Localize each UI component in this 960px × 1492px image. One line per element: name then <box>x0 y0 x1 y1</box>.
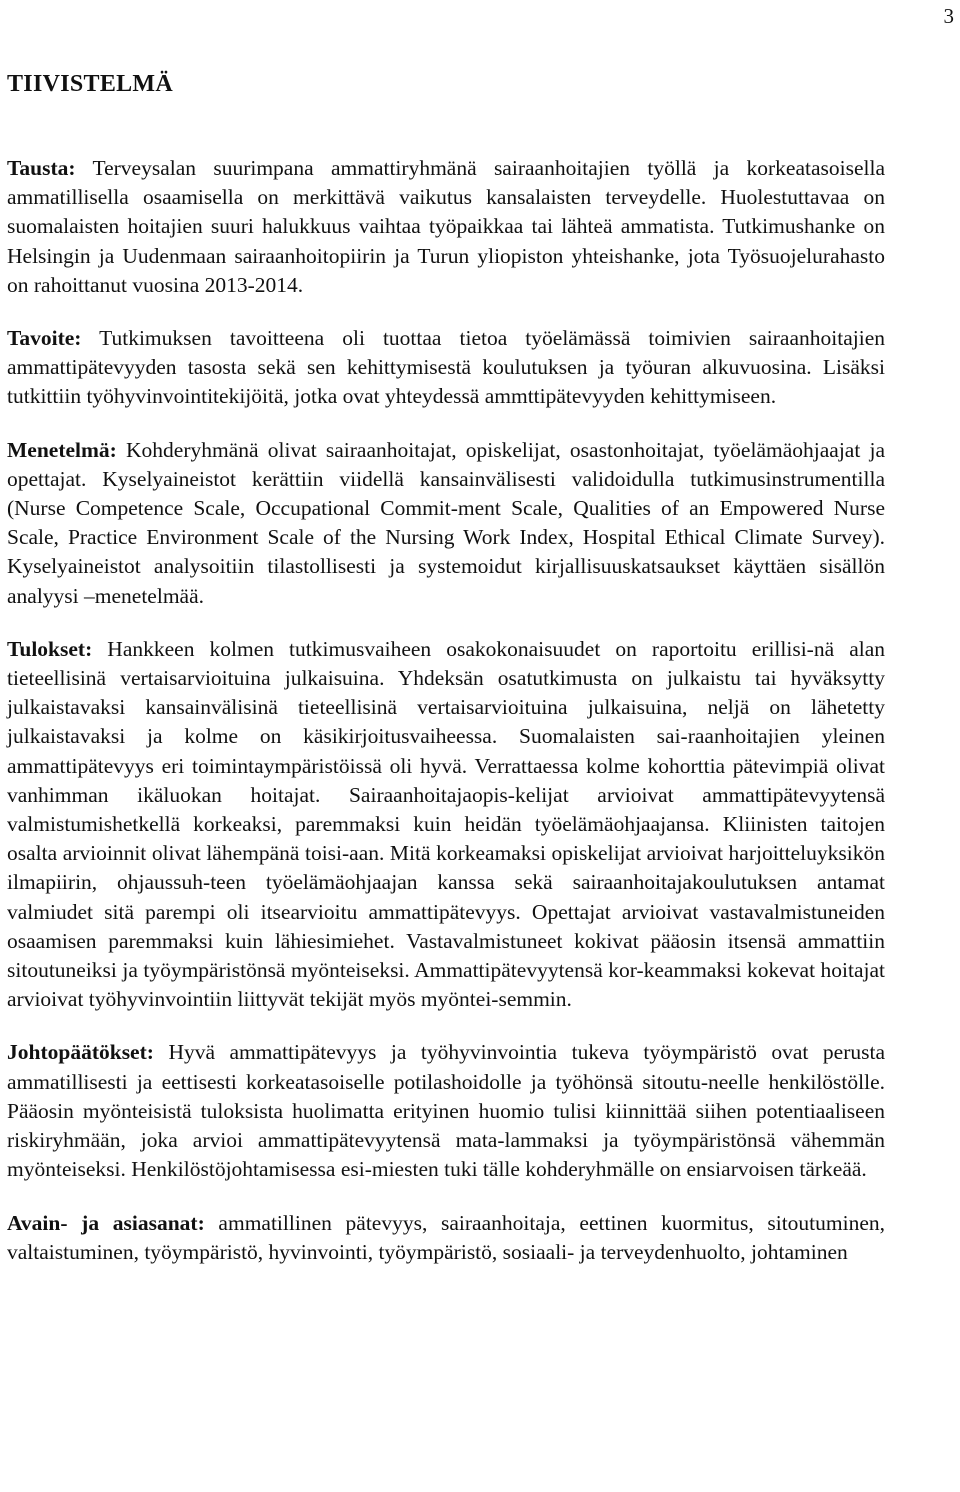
section-background <box>7 154 885 300</box>
section-text-keywords: ammatillinen pätevyys, sairaanhoitaja, eettinen kuormitus, sitoutuminen, valtaistuminen, työympäristö, hyvinvointi, työympäristö, sosiaali- ja terveydenhuolto, johtaminen <box>7 1210 886 1264</box>
section-results <box>7 635 885 1015</box>
section-label-objective: Tavoite: <box>7 326 82 351</box>
section-label-methods: Menetelmä: <box>7 437 117 462</box>
page-title: TIIVISTELMÄ <box>7 71 174 97</box>
section-label-results: Tulokset: <box>7 636 93 661</box>
section-methods <box>7 436 885 611</box>
section-keywords <box>7 1209 885 1267</box>
section-objective <box>7 324 885 412</box>
section-text-results: Hankkeen kolmen tutkimusvaiheen osakokonaisuudet on raportoitu erillisi-nä alan tieteellisinä vertaisarvioituina julkaisuina. Yhdeksän osatutkimusta on julkaistu tai hyväksytty julkaistavaksi kansainvälisinä tieteellisinä vertaisarvioituina julkaisuina, neljä on lähetetty julkaistavaksi ja kolme on käsikirjoitusvaiheessa. Suomalaisten sai-raanhoitajien yleinen ammattipätevyys eri toimintaympäristöissä oli hyvä. Verrattaessa kolme kohorttia pätevimpiä olivat vanhimman ikäluokan hoitajat. Sairaanhoitajaopis-kelijat arvioivat ammattipätevyytensä valmistumishetkellä korkeaksi, paremmaksi kuin heidän työelämäohjaajansa. Kliinisten taitojen osalta arvioinnit olivat lähempänä toisi-aan. Mitä korkeamaksi opiskelijat arvioivat harjoitteluyksikön ilmapiirin, ohjaussuh-teen työelämäohjaajan kanssa sekä sairaanhoitajakoulutuksen antamat valmiudet sitä parempi oli itsearvioitu ammattipätevyys. Opettajat arvioivat vastavalmistuneiden osaamisen paremmaksi kuin lähiesimiehet. Vastavalmistuneet kokivat pääosin itsensä ammattiin sitoutuneiksi ja työympäristönsä myönteiseksi. Ammattipätevyytensä kor-keammaksi kokevat hoitajat arvioivat työhyvinvointiin liittyvät tekijät myös myöntei-semmin. <box>7 636 886 1012</box>
section-conclusions <box>7 1038 885 1184</box>
section-text-methods: Kohderyhmänä olivat sairaanhoitajat, opiskelijat, osastonhoitajat, työelämäohjaajat ja opettajat. Kyselyaineistot kerättiin viidellä kansainvälisesti validoidulla tutkimusinstrumentilla (Nurse Competence Scale, Occupational Commit-ment Scale, Qualities of an Empowered Nurse Scale, Practice Environment Scale of the Nursing Work Index, Hospital Ethical Climate Survey). Kyselyaineistot analysoitiin tilastollisesti ja systemoidut kirjallisuuskatsaukset käyttäen sisällön analyysi –menetelmää. <box>7 437 885 608</box>
page-number: 3 <box>943 4 954 28</box>
section-label-keywords: Avain- ja asiasanat: <box>7 1210 205 1235</box>
section-label-background: Tausta: <box>7 156 76 180</box>
section-text-background: Terveysalan suurimpana ammattiryhmänä sairaanhoitajien työllä ja korkeatasoisella ammatillisella osaamisella on merkittävä vaikutus kansalaisten terveydelle. Huolestuttavaa on suomalaisten hoitajien suuri halukkuus vaihtaa työpaikkaa tai lähteä ammatista. Tutkimushanke on Helsingin ja Uudenmaan sairaanhoitopiirin ja Turun yliopiston yhteishanke, jota Työsuojelurahasto on rahoittanut vuosina 2013-2014. <box>7 156 885 297</box>
section-label-conclusions: Johtopäätökset: <box>7 1040 154 1065</box>
section-text-objective: Tutkimuksen tavoitteena oli tuottaa tietoa työelämässä toimivien sairaanhoitajien ammattipätevyyden tasosta sekä sen kehittymisestä koulutuksen ja työuran alkuvuosina. Lisäksi tutkittiin työhyvinvointitekijöitä, jotka ovat yhteydessä ammttipätevyyden kehittymiseen. <box>7 326 885 409</box>
abstract-body <box>7 154 885 1291</box>
section-text-conclusions: Hyvä ammattipätevyys ja työhyvinvointia tukeva työympäristö ovat perusta ammatillisesti ja eettisesti korkeatasoiselle potilashoidolle ja työhönsä sitoutu-neelle henkilöstölle. Pääosin myönteisistä tuloksista huolimatta erityinen huomio tulisi kiinnittää siihen potentiaaliseen riskiryhmään, joka arvioi ammattipätevyytensä mata-lammaksi ja työympäristönsä vähemmän myönteiseksi. Henkilöstöjohtamisessa esi-miesten tuki tälle kohderyhmälle on ensiarvoisen tärkeää. <box>7 1040 886 1182</box>
